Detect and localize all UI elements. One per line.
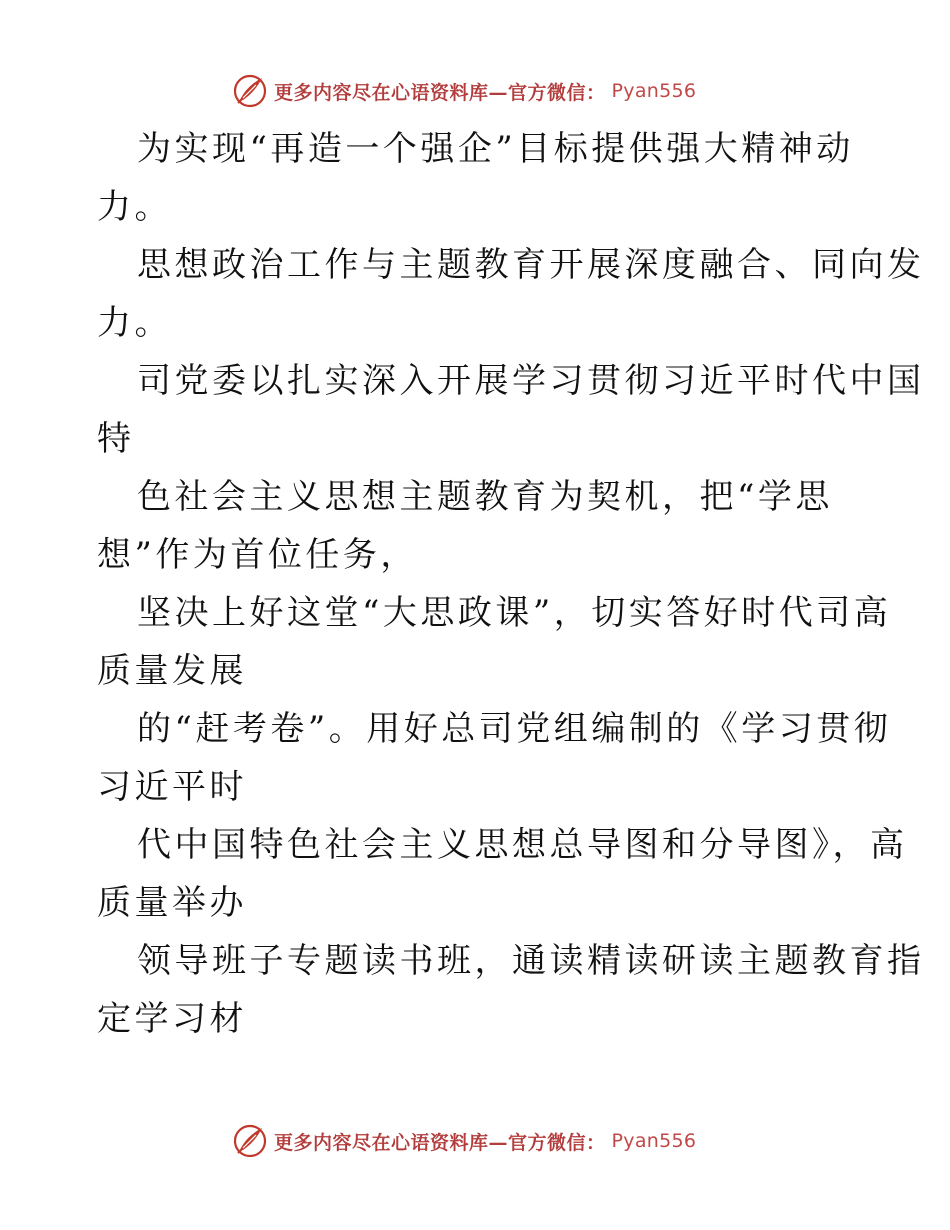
footer-banner (232, 1121, 696, 1161)
text-line: 定学习材 (97, 999, 247, 1039)
quill-logo-icon (232, 1123, 268, 1159)
text-line: 司党委以扎实深入开展学习贯彻习近平时代中国 (137, 361, 925, 401)
text-line: 的“赶考卷”。用好总司党组编制的《学习贯彻 (137, 709, 892, 749)
text-line: 习近平时 (97, 767, 247, 807)
header-banner-text: 更多内容尽在心语资料库—官方微信： (274, 81, 606, 104)
text-line: 思想政治工作与主题教育开展深度融合、同向发 (137, 245, 925, 285)
text-line: 力。 (97, 303, 172, 343)
text-line: 特 (97, 419, 135, 459)
text-line: 想”作为首位任务， (97, 535, 418, 575)
header-wechat-id: Pyan556 (611, 80, 697, 102)
text-line: 为实现“再造一个强企”目标提供强大精神动 (137, 129, 854, 169)
header-banner (232, 71, 696, 111)
quill-logo-icon (232, 73, 268, 109)
text-line: 质量发展 (97, 651, 247, 691)
text-line: 代中国特色社会主义思想总导图和分导图》，高 (137, 825, 908, 865)
footer-wechat-id: Pyan556 (611, 1130, 697, 1152)
text-line: 色社会主义思想主题教育为契机，把“学思 (137, 477, 833, 517)
text-line: 力。 (97, 187, 172, 227)
text-line: 质量举办 (97, 883, 247, 923)
text-line: 坚决上好这堂“大思政课”，切实答好时代司高 (137, 593, 892, 633)
text-line: 领导班子专题读书班，通读精读研读主题教育指 (137, 941, 925, 981)
footer-banner-text: 更多内容尽在心语资料库—官方微信： (274, 1131, 606, 1154)
